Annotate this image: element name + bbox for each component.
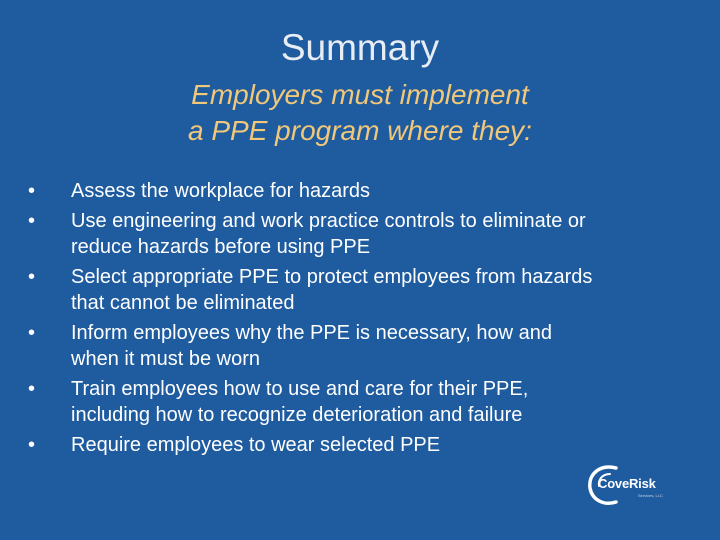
bullet-text-line: Use engineering and work practice controls to eliminate or [71,210,586,232]
bullet-dot: • [28,322,36,344]
slide-title: Summary [280,27,440,68]
bullet-text-line: that cannot be eliminated [71,292,295,314]
bullet-text-line: Train employees how to use and care for their PPE, [71,378,529,400]
bullet-text-line: Select appropriate PPE to protect employees from hazards [71,266,593,288]
bullet-item-1 [28,178,688,204]
bullet-text-line: including how to recognize deterioration and failure [71,404,523,426]
logo-tagline: Services, LLC [638,493,663,498]
logo-wordmark: CoveRisk [598,476,656,491]
slide-subtitle [0,77,720,149]
bullet-text-line: Require employees to wear selected PPE [71,434,441,456]
bullet-list [28,178,688,462]
subtitle-line-1: Employers must implement [191,79,529,110]
bullet-dot: • [28,266,36,288]
bullet-item-6 [28,432,688,458]
bullet-dot: • [28,378,36,400]
bullet-dot: • [28,434,36,456]
bullet-text-line: Assess the workplace for hazards [71,180,371,202]
bullet-dot: • [28,180,36,202]
bullet-text-line: Inform employees why the PPE is necessary, how and [71,322,552,344]
bullet-item-4 [28,320,688,372]
bullet-item-2 [28,208,688,260]
bullet-text-line: when it must be worn [71,348,260,370]
bullet-item-3 [28,264,688,316]
subtitle-line-2: a PPE program where they: [188,115,532,146]
bullet-text-line: reduce hazards before using PPE [71,236,371,258]
bullet-dot: • [28,210,36,232]
bullet-item-5 [28,376,688,428]
company-logo [586,462,686,506]
